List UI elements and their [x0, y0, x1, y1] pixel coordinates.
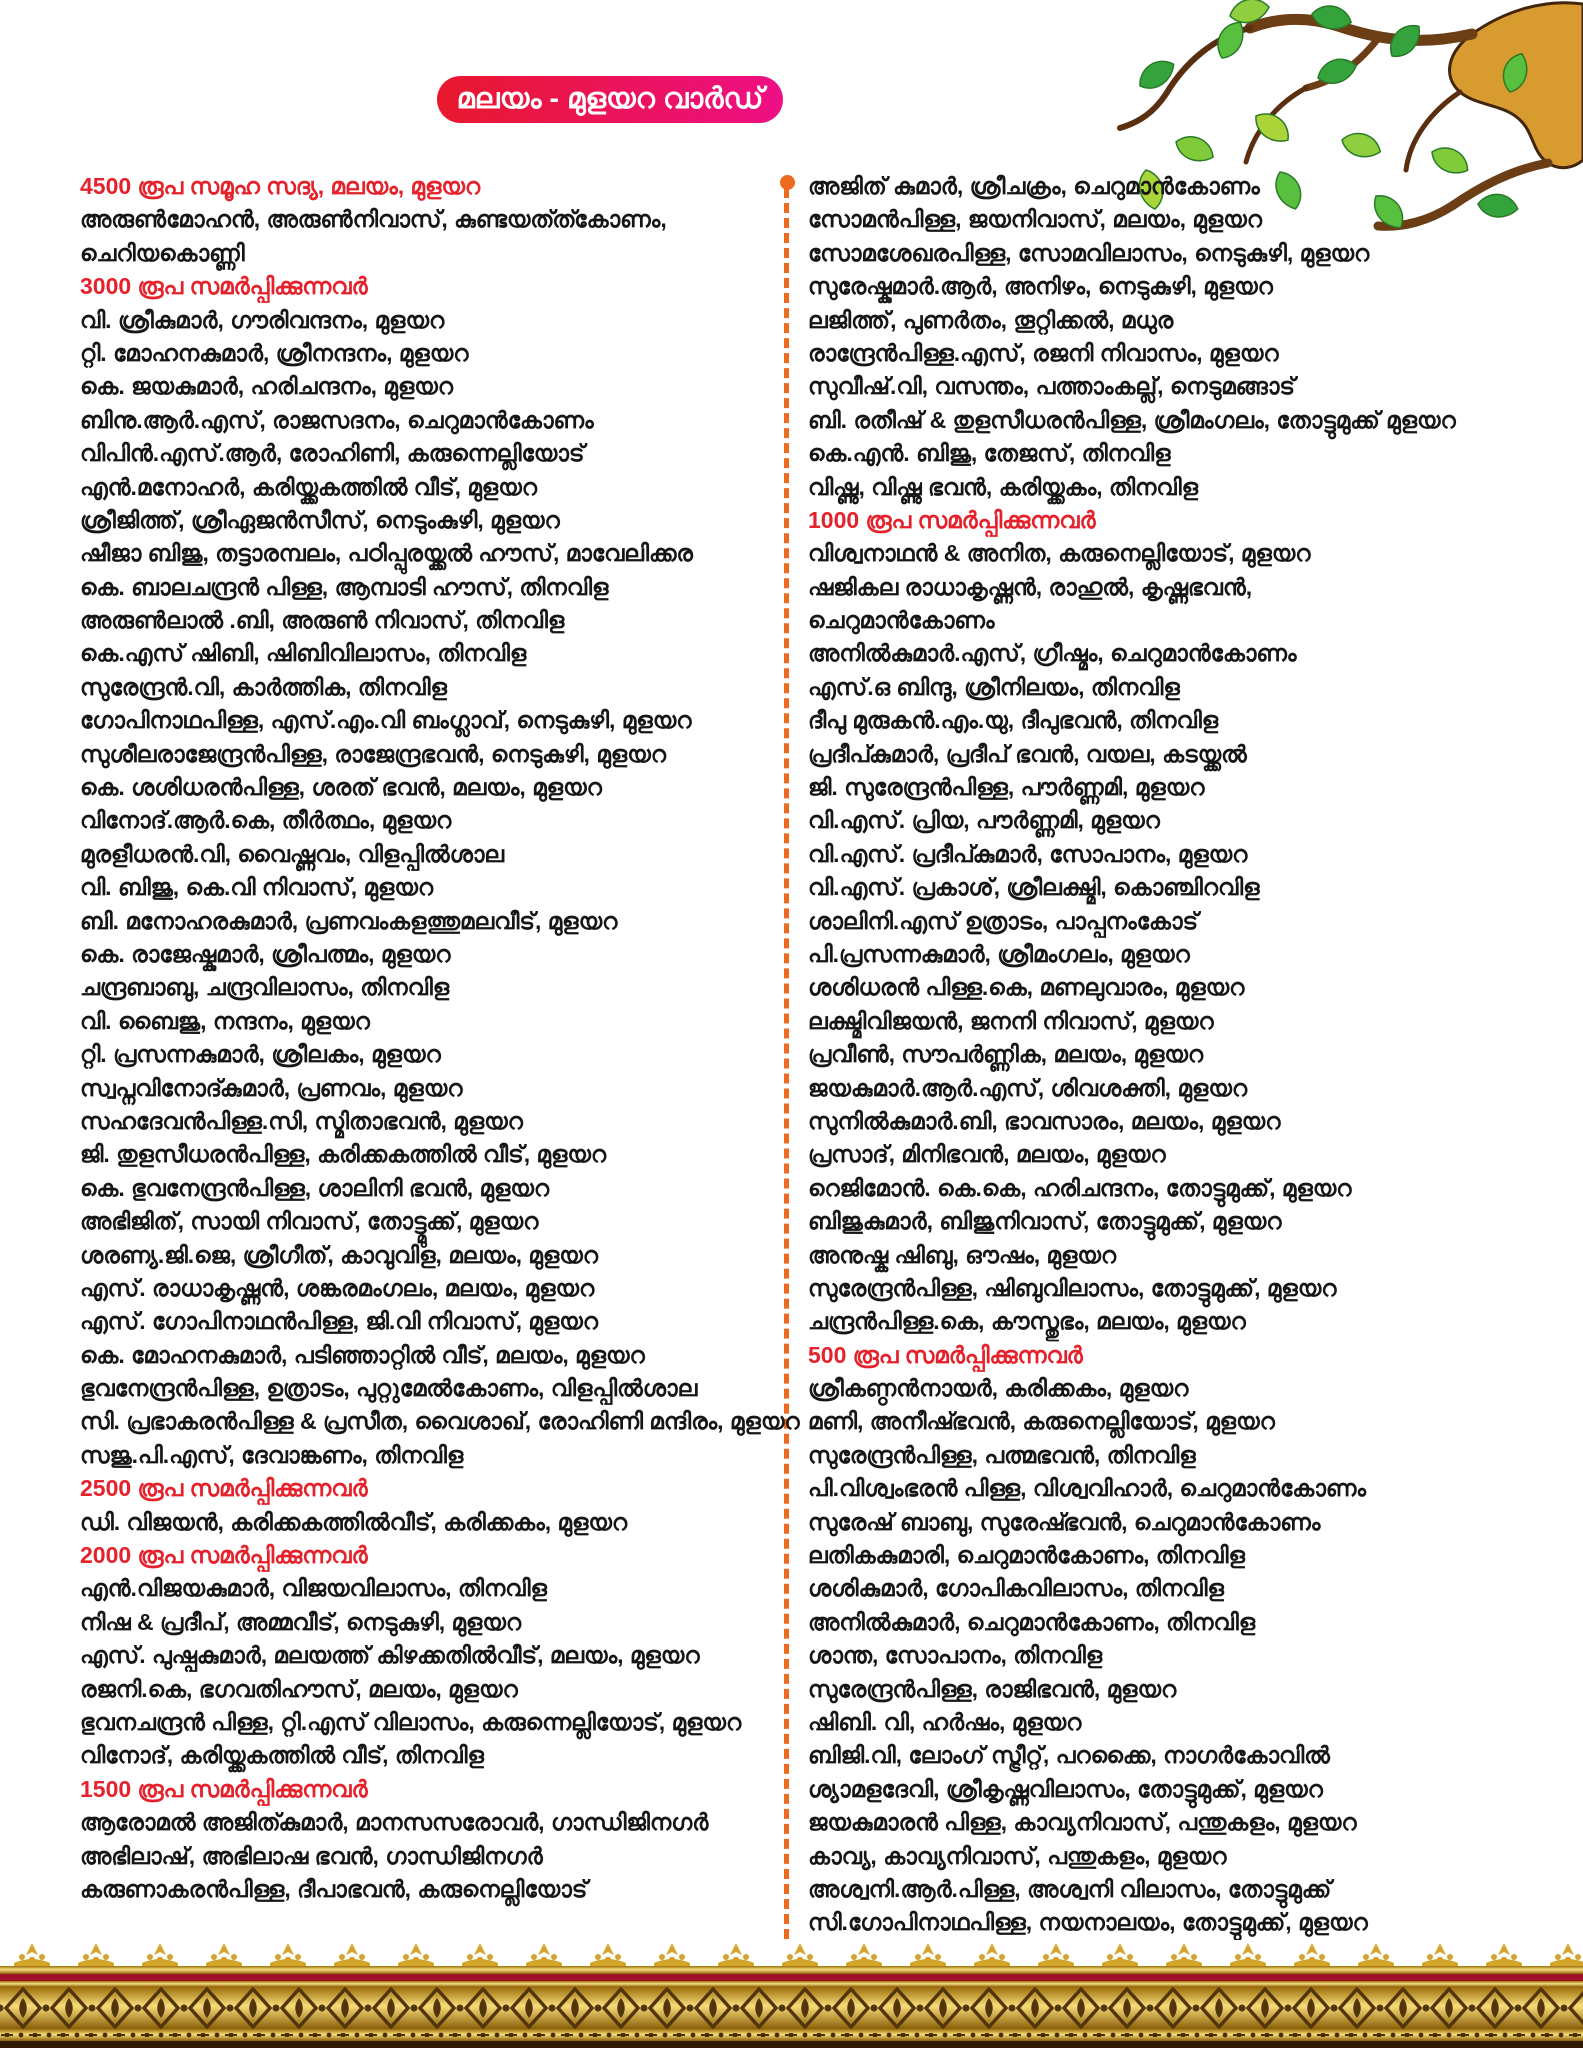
donor-line: ശാലിനി.എസ് ഉത്രാടം, പാപ്പനംകോട്: [808, 907, 1199, 934]
donor-line: സോമശേഖരപിള്ള, സോമവിലാസം, നെടുകുഴി, മുളയറ: [808, 239, 1370, 266]
donor-line: കെ. മോഹനകുമാർ, പടിഞ്ഞാറ്റിൽ വീട്, മലയം, മുളയറ: [80, 1341, 645, 1368]
donor-line: വിനോദ്.ആർ.കെ, തീർത്ഥം, മുളയറ: [80, 807, 452, 834]
tier-header: 1500 രൂപ സമർപ്പിക്കുന്നവർ: [80, 1775, 368, 1802]
donor-column-left: [80, 170, 800, 1906]
page-title: മലയം - മുളയറ വാർഡ്: [456, 83, 764, 115]
donor-line: ജയകുമാരൻ പിള്ള, കാവ്യനിവാസ്, പന്തുകളം, മുളയറ: [808, 1809, 1357, 1836]
donor-line: ബിനു.ആർ.എസ്, രാജസദനം, ചെറുമാൻകോണം: [80, 406, 594, 433]
tier-header: 2000 രൂപ സമർപ്പിക്കുന്നവർ: [80, 1542, 368, 1569]
donor-line: വി.എസ്. പ്രിയ, പൗർണ്ണമി, മുളയറ: [808, 807, 1160, 834]
tier-header: 2500 രൂപ സമർപ്പിക്കുന്നവർ: [80, 1475, 368, 1502]
donor-line: ഷിബി. വി, ഹർഷം, മുളയറ: [808, 1708, 1082, 1735]
donor-line: ഭുവനചന്ദ്രൻ പിള്ള, റ്റി.എസ് വിലാസം, കരുന്നെല്ലിയോട്, മുളയറ: [80, 1708, 742, 1735]
donor-line: ഷജികല രാധാകൃഷ്ണൻ, രാഹുൽ, കൃഷ്ണഭവൻ,: [808, 573, 1253, 600]
donor-line: വിപിൻ.എസ്.ആർ, രോഹിണി, കരുന്നെല്ലിയോട്: [80, 440, 585, 467]
ornamental-bottom-border: [0, 1940, 1583, 2048]
donor-line: പ്രസാദ്, മിനിഭവൻ, മലയം, മുളയറ: [808, 1141, 1166, 1168]
donor-line: എൻ.മനോഹർ, കരിയ്ക്കകത്തിൽ വീട്, മുളയറ: [80, 473, 537, 500]
donor-line: കെ.എൻ. ബിജു, തേജസ്, തിനവിള: [808, 440, 1171, 467]
donor-line: കെ. ശശിധരൻപിള്ള, ശരത് ഭവൻ, മലയം, മുളയറ: [80, 774, 602, 801]
donor-line: വി. ബിജു, കെ.വി നിവാസ്, മുളയറ: [80, 874, 434, 901]
donor-line: ശ്രീകണ്ഠൻനായർ, കരിക്കകം, മുളയറ: [808, 1375, 1189, 1402]
donor-line: എസ്. രാധാകൃഷ്ണൻ, ശങ്കരമംഗലം, മലയം, മുളയറ: [80, 1274, 595, 1301]
donor-line: സി. പ്രഭാകരൻപിള്ള & പ്രസീത, വൈശാഖ്, രോഹിണി മന്ദിരം, മുളയറ: [80, 1408, 800, 1435]
donor-line: ജി. തുളസീധരൻപിള്ള, കരിക്കകത്തിൽ വീട്, മുളയറ: [80, 1141, 607, 1168]
donor-line: പി.പ്രസന്നകുമാർ, ശ്രീമംഗലം, മുളയറ: [808, 940, 1190, 967]
tier-header: 1000 രൂപ സമർപ്പിക്കുന്നവർ: [808, 506, 1096, 533]
donor-line: വിശ്വനാഥൻ & അനിത, കരുനെല്ലിയോട്, മുളയറ: [808, 540, 1311, 567]
donor-line: സുരേന്ദ്രൻപിള്ള, ഷിബുവിലാസം, തോട്ടുമുക്ക്, മുളയറ: [808, 1274, 1337, 1301]
donor-line: കാവ്യ, കാവ്യനിവാസ്, പന്തുകളം, മുളയറ: [808, 1842, 1227, 1869]
donor-line: അരുൺലാൽ .ബി, അരുൺ നിവാസ്, തിനവിള: [80, 607, 565, 634]
donor-line: സി.ഗോപിനാഥപിള്ള, നയനാലയം, തോട്ടുമുക്ക്, മുളയറ: [808, 1909, 1368, 1936]
donor-line: ഷീജാ ബിജു, തട്ടാരമ്പലം, പഠിപ്പുരയ്ക്കൽ ഹൗസ്, മാവേലിക്കര: [80, 540, 693, 567]
donor-line: ചന്ദ്രബാബു, ചന്ദ്രവിലാസം, തിനവിള: [80, 974, 450, 1001]
donor-column-right: [808, 170, 1583, 1940]
donor-line: കെ. ഭുവനേന്ദ്രൻപിള്ള, ശാലിനി ഭവൻ, മുളയറ: [80, 1174, 550, 1201]
donor-line: രാന്ദ്രേൻപിള്ള.എസ്, രജനി നിവാസം, മുളയറ: [808, 339, 1279, 366]
tier-header: 4500 രൂപ സമൂഹ സദ്യ, മലയം, മുളയറ: [80, 173, 481, 199]
donor-line: റ്റി. പ്രസന്നകുമാർ, ശ്രീലകം, മുളയറ: [80, 1041, 441, 1068]
donor-line: അനിൽകുമാർ, ചെറുമാൻകോണം, തിനവിള: [808, 1608, 1256, 1635]
donor-line: ആരോമൽ അജിത്കുമാർ, മാനസസരോവർ, ഗാന്ധിജിനഗർ: [80, 1809, 709, 1836]
donor-line: അഭിജിത്, സായി നിവാസ്, തോട്ട്മുക്ക്, മുളയറ: [80, 1208, 539, 1235]
donor-line: ബിജുകുമാർ, ബിജുനിവാസ്, തോട്ടുമുക്ക്, മുളയറ: [808, 1208, 1282, 1235]
donor-line: സുരേഷ് ബാബു, സുരേഷ്ഭവൻ, ചെറുമാൻകോണം: [808, 1508, 1321, 1535]
donor-line: രജനി.കെ, ഭഗവതിഹൗസ്, മലയം, മുളയറ: [80, 1675, 518, 1702]
donor-line: കെ. രാജേഷ്കുമാർ, ശ്രീപത്മം, മുളയറ: [80, 940, 451, 967]
donor-line: ഭുവനേന്ദ്രൻപിള്ള, ഉത്രാടം, പുറ്റുമേൽകോണം, വിളപ്പിൽശാല: [80, 1375, 698, 1402]
donor-line: കെ. ജയകുമാർ, ഹരിചന്ദനം, മുളയറ: [80, 373, 453, 400]
donor-line: ചന്ദ്രൻപിള്ള.കെ, കൗസ്തുഭം, മലയം, മുളയറ: [808, 1308, 1246, 1335]
tier-header: 3000 രൂപ സമർപ്പിക്കുന്നവർ: [80, 273, 368, 300]
donor-line: പി.വിശ്വംഭരൻ പിള്ള, വിശ്വവിഹാർ, ചെറുമാൻകോണം: [808, 1475, 1367, 1502]
donor-line: വി.എസ്. പ്രകാശ്, ശ്രീലക്ഷ്മി, കൊഞ്ചിറവിള: [808, 874, 1260, 901]
donor-line: സുരേഷ്കുമാർ.ആർ, അനിഴം, നെടുകുഴി, മുളയറ: [808, 273, 1273, 300]
donor-line: ഗോപിനാഥപിള്ള, എസ്.എം.വി ബംഗ്ലാവ്, നെടുകുഴി, മുളയറ: [80, 707, 692, 734]
donor-line: റെജിമോൻ. കെ.കെ, ഹരിചന്ദനം, തോട്ടുമുക്ക്, മുളയറ: [808, 1174, 1352, 1201]
donor-line: മുരളീധരൻ.വി, വൈഷ്ണവം, വിളപ്പിൽശാല: [80, 840, 505, 867]
donor-line: ശ്യാമളദേവി, ശ്രീകൃഷ്ണവിലാസം, തോട്ടുമുക്ക്, മുളയറ: [808, 1775, 1323, 1802]
tier-header: 500 രൂപ സമർപ്പിക്കുന്നവർ: [808, 1341, 1083, 1368]
donor-line: സുരേന്ദ്രൻപിള്ള, പത്മഭവൻ, തിനവിള: [808, 1441, 1196, 1468]
donor-line: ശരണ്യ.ജി.ജെ, ശ്രീഗീത്, കാവുവിള, മലയം, മുളയറ: [80, 1241, 598, 1268]
donor-line: ശ്രീജിത്ത്, ശ്രീഏജൻസീസ്, നെടുംകുഴി, മുളയറ: [80, 506, 560, 533]
donor-line: അനുഷ്ക ഷിബു, ഔഷം, മുളയറ: [808, 1241, 1117, 1268]
donor-line: ചെറുമാൻകോണം: [808, 607, 995, 634]
donor-line: ലക്ഷ്മിവിജയൻ, ജനനി നിവാസ്, മുളയറ: [808, 1007, 1214, 1034]
donor-line: വി. ബൈജു, നന്ദനം, മുളയറ: [80, 1007, 370, 1034]
donor-line: അനിൽകുമാർ.എസ്, ഗ്രീഷ്മം, ചെറുമാൻകോണം: [808, 640, 1297, 667]
donor-line: സഹദേവൻപിള്ള.സി, സ്മിതാഭവൻ, മുളയറ: [80, 1107, 523, 1134]
donor-line: കരുണാകരൻപിള്ള, ദീപാഭവൻ, കരുനെല്ലിയോട്: [80, 1875, 588, 1902]
donor-line: ലതികകുമാരി, ചെറുമാൻകോണം, തിനവിള: [808, 1542, 1245, 1569]
donor-line: ബിജി.വി, ലോംഗ് സ്ട്രീറ്റ്, പറക്കൈ, നാഗർകോവിൽ: [808, 1742, 1330, 1769]
donor-line: മണി, അനീഷ്ഭവൻ, കരുനെല്ലിയോട്, മുളയറ: [808, 1408, 1275, 1435]
donor-line: കെ.എസ് ഷിബി, ഷിബിവിലാസം, തിനവിള: [80, 640, 527, 667]
donor-line: റ്റി. മോഹനകുമാർ, ശ്രീനന്ദനം, മുളയറ: [80, 339, 469, 366]
donor-line: വി. ശ്രീകുമാർ, ഗൗരിവന്ദനം, മുളയറ: [80, 306, 445, 333]
donor-line: എൻ.വിജയകുമാർ, വിജയവിലാസം, തിനവിള: [80, 1575, 547, 1602]
donor-line: ഡി. വിജയൻ, കരിക്കകത്തിൽവീട്, കരിക്കകം, മുളയറ: [80, 1508, 628, 1535]
donor-line: അഭിലാഷ്, അഭിലാഷ ഭവൻ, ഗാന്ധിജിനഗർ: [80, 1842, 543, 1869]
donor-line: ജയകുമാർ.ആർ.എസ്, ശിവശക്തി, മുളയറ: [808, 1074, 1248, 1101]
donor-line: ദീപു മുരുകൻ.എം.യു, ദീപുഭവൻ, തിനവിള: [808, 707, 1219, 734]
donor-line: പ്രവീൺ, സൗപർണ്ണിക, മലയം, മുളയറ: [808, 1041, 1204, 1068]
donor-line: വിഷ്ണു, വിഷ്ണു ഭവൻ, കരിയ്ക്കകം, തിനവിള: [808, 473, 1199, 500]
donor-line: ചെറിയകൊണ്ണി: [80, 239, 245, 266]
donor-line: അജിത് കുമാർ, ശ്രീചക്രം, ചെറുമാൻകോണം: [808, 173, 1260, 199]
donor-line: വി.എസ്. പ്രദീപ്കുമാർ, സോപാനം, മുളയറ: [808, 840, 1248, 867]
donor-line: ബി. രതീഷ് & തുളസീധരൻപിള്ള, ശ്രീമംഗലം, തോട്ടുമുക്ക് മുളയറ: [808, 406, 1456, 433]
donor-line: പ്രദീപ്കുമാർ, പ്രദീപ് ഭവൻ, വയല, കടയ്ക്കൽ: [808, 740, 1247, 767]
donor-line: അശ്വനി.ആർ.പിള്ള, അശ്വനി വിലാസം, തോട്ടുമുക്ക്: [808, 1875, 1332, 1902]
donor-line: സോമൻപിള്ള, ജയനിവാസ്, മലയം, മുളയറ: [808, 206, 1262, 233]
donor-line: സുവീഷ്.വി, വസന്തം, പത്താംകല്ല്, നെടുമങ്ങാട്: [808, 373, 1295, 400]
donor-line: എസ്. പുഷ്പകുമാർ, മലയത്ത് കിഴക്കതിൽവീട്, മലയം, മുളയറ: [80, 1642, 700, 1669]
donor-line: സുരേന്ദ്രൻപിള്ള, രാജിഭവൻ, മുളയറ: [808, 1675, 1177, 1702]
donor-line: വിനോദ്, കരിയ്ക്കകത്തിൽ വീട്, തിനവിള: [80, 1742, 484, 1769]
donor-line: ലജിത്ത്, പുണർതം, തൂറ്റിക്കൽ, മധുര: [808, 306, 1174, 333]
donor-line: ശാന്ത, സോപാനം, തിനവിള: [808, 1642, 1103, 1669]
donor-line: സ്വപ്നവിനോദ്കുമാർ, പ്രണവം, മുളയറ: [80, 1074, 463, 1101]
donor-line: സുശീലരാജേന്ദ്രൻപിള്ള, രാജേന്ദ്രഭവൻ, നെടുകുഴി, മുളയറ: [80, 740, 666, 767]
donor-line: എസ്. ഗോപിനാഥൻപിള്ള, ജി.വി നിവാസ്, മുളയറ: [80, 1308, 599, 1335]
donor-line: ബി. മനോഹരകുമാർ, പ്രണവംകളത്തുമലവീട്, മുളയറ: [80, 907, 618, 934]
donor-line: കെ. ബാലചന്ദ്രൻ പിള്ള, ആമ്പാടി ഹൗസ്, തിനവിള: [80, 573, 609, 600]
donor-line: നിഷ & പ്രദീപ്, അമ്മവീട്, നെടുകുഴി, മുളയറ: [80, 1608, 522, 1635]
ward-title-banner: [437, 76, 783, 123]
donor-line: ശശിധരൻ പിള്ള.കെ, മണലുവാരം, മുളയറ: [808, 974, 1245, 1001]
donor-line: ജി. സുരേന്ദ്രൻപിള്ള, പൗർണ്ണമി, മുളയറ: [808, 774, 1205, 801]
donor-line: സുരേന്ദ്രൻ.വി, കാർത്തിക, തിനവിള: [80, 673, 447, 700]
donor-line: സജു.പി.എസ്, ദേവാങ്കണം, തിനവിള: [80, 1441, 464, 1468]
donor-line: ശശികുമാർ, ഗോപികവിലാസം, തിനവിള: [808, 1575, 1224, 1602]
donor-line: എസ്.ഒ ബിന്ദു, ശ്രീനിലയം, തിനവിള: [808, 673, 1180, 700]
donor-line: സുനിൽകുമാർ.ബി, ഭാവസാരം, മലയം, മുളയറ: [808, 1107, 1281, 1134]
donor-line: അരുൺമോഹൻ, അരുൺനിവാസ്, കുണ്ടയത്ത്കോണം,: [80, 206, 667, 233]
